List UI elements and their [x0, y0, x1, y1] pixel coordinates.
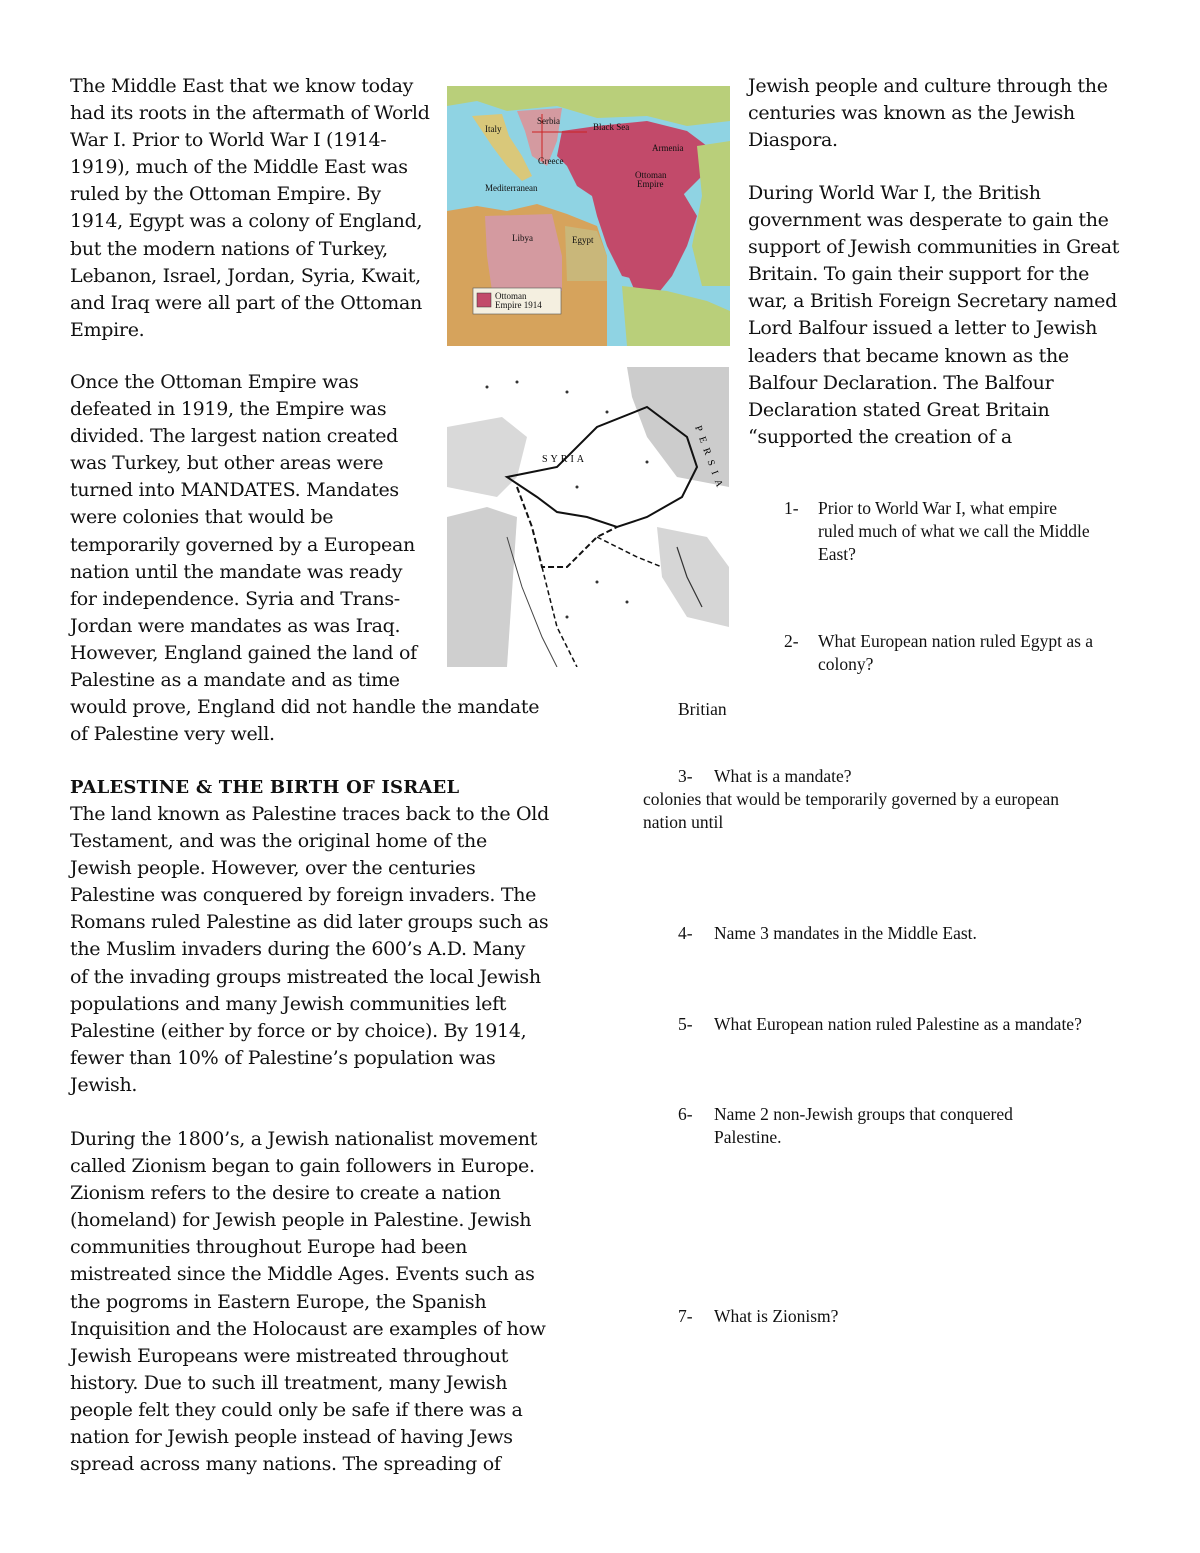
map-label-black-sea: Black Sea [593, 122, 630, 132]
map-label-persia: PERSIA [692, 424, 727, 495]
map-label-egypt: Egypt [572, 235, 594, 245]
question-text: What European nation ruled Egypt as a colony? [818, 631, 1094, 674]
question-number: 7- [678, 1306, 693, 1326]
zionism-paragraph: During the 1800’s, a Jewish nationalist movement called Zionism began to gain followers in Europe. Zionism refers to the desire to create a nation (homeland) for Jewish people in Palestine. Jewish communities throughout Europe had been mistreated since the Middle Ages. Events such as the pogroms in Eastern Europe, the Spanish Inquisition and the Holocaust are examples of how Jewish Europeans were mistreated throughout history. Due to such ill treatment, many Jewish people felt they could only be safe if there was a nation for Jewish people instead of having Jews spread across many nations. The spreading of [70, 1128, 546, 1476]
map-label-libya: Libya [512, 233, 533, 243]
question-text: What is Zionism? [714, 1306, 839, 1326]
map-label-italy: Italy [485, 124, 502, 134]
map-label-serbia: Serbia [537, 116, 560, 126]
intro-paragraph: The Middle East that we know today had its roots in the aftermath of World War I. Prior to World War I (1914- 1919), much of the Middle East was ruled by the Ottoman Empire. By 1914, Egypt was a colony of England, but the modern nations of Turkey, Lebanon, Israel, Jordan, Syria, Kwait, and Iraq were all part of the Ottoman Empire. [70, 75, 430, 341]
question-2 [784, 630, 1144, 676]
question-number: 1- [784, 498, 799, 518]
ottoman-division-paragraph: Once the Ottoman Empire was defeated in 1919, the Empire was divided. The largest nation created was Turkey, but other areas were turned into MANDATES. Mandates were colonies that would be temporarily governed by a European nation until the mandate was ready for independence. Syria and Trans- Jordan were mandates as was Iraq. However, England gained the land of Palestine as a mandate and as time would prove, England did not handle the mandate of Palestine very well. [70, 371, 540, 746]
question-text: What is a mandate? [714, 766, 852, 786]
question-text: Name 2 non-Jewish groups that conquered Palestine. [714, 1104, 1013, 1147]
answer-2: Britian [678, 699, 727, 719]
question-number: 3- [678, 766, 693, 786]
map-label-armenia: Armenia [652, 143, 684, 153]
map-label-greece: Greece [538, 156, 564, 166]
question-text: What European nation ruled Palestine as a mandate? [714, 1014, 1082, 1034]
map-label-syria: SYRIA [542, 454, 588, 465]
question-number: 4- [678, 923, 693, 943]
question-text: Prior to World War I, what empire ruled much of what we call the Middle East? [818, 498, 1090, 564]
question-5 [678, 1013, 1168, 1036]
question-4 [678, 922, 1138, 945]
mandates-map [447, 367, 729, 667]
question-3 [678, 765, 1038, 788]
section-heading: PALESTINE & THE BIRTH OF ISRAEL [70, 777, 460, 798]
balfour-paragraph: During World War I, the British government was desperate to gain the support of Jewish communities in Great Britain. To gain their support for the war, a British Foreign Secretary named Lord Balfour issued a letter to Jewish leaders that became known as the Balfour Declaration. The Balfour Declaration stated Great Britain “supported the creation of a [748, 182, 1120, 448]
question-7 [678, 1305, 1138, 1328]
map-label-ottoman: Ottoman Empire [635, 170, 667, 189]
ottoman-empire-map [447, 86, 730, 346]
palestine-paragraph: The land known as Palestine traces back to the Old Testament, and was the original home of the Jewish people. However, over the centuries Palestine was conquered by foreign invaders. The Romans ruled Palestine as did later groups such as the Muslim invaders during the 600’s A.D. Many of the invading groups mistreated the local Jewish populations and many Jewish communities left Palestine (either by force or by choice). By 1914, fewer than 10% of Palestine’s population was Jewish. [70, 803, 549, 1096]
question-6 [678, 1103, 1138, 1149]
map-legend-label: Ottoman Empire 1914 [495, 291, 542, 310]
question-number: 2- [784, 631, 799, 651]
answer-3: colonies that would be temporarily governed by a european nation until [643, 789, 1059, 832]
question-number: 5- [678, 1014, 693, 1034]
question-number: 6- [678, 1104, 693, 1124]
question-1 [784, 497, 1144, 566]
map-label-mediterranean: Mediterranean [485, 183, 538, 193]
question-text: Name 3 mandates in the Middle East. [714, 923, 977, 943]
diaspora-paragraph: Jewish people and culture through the centuries was known as the Jewish Diaspora. [748, 75, 1108, 152]
